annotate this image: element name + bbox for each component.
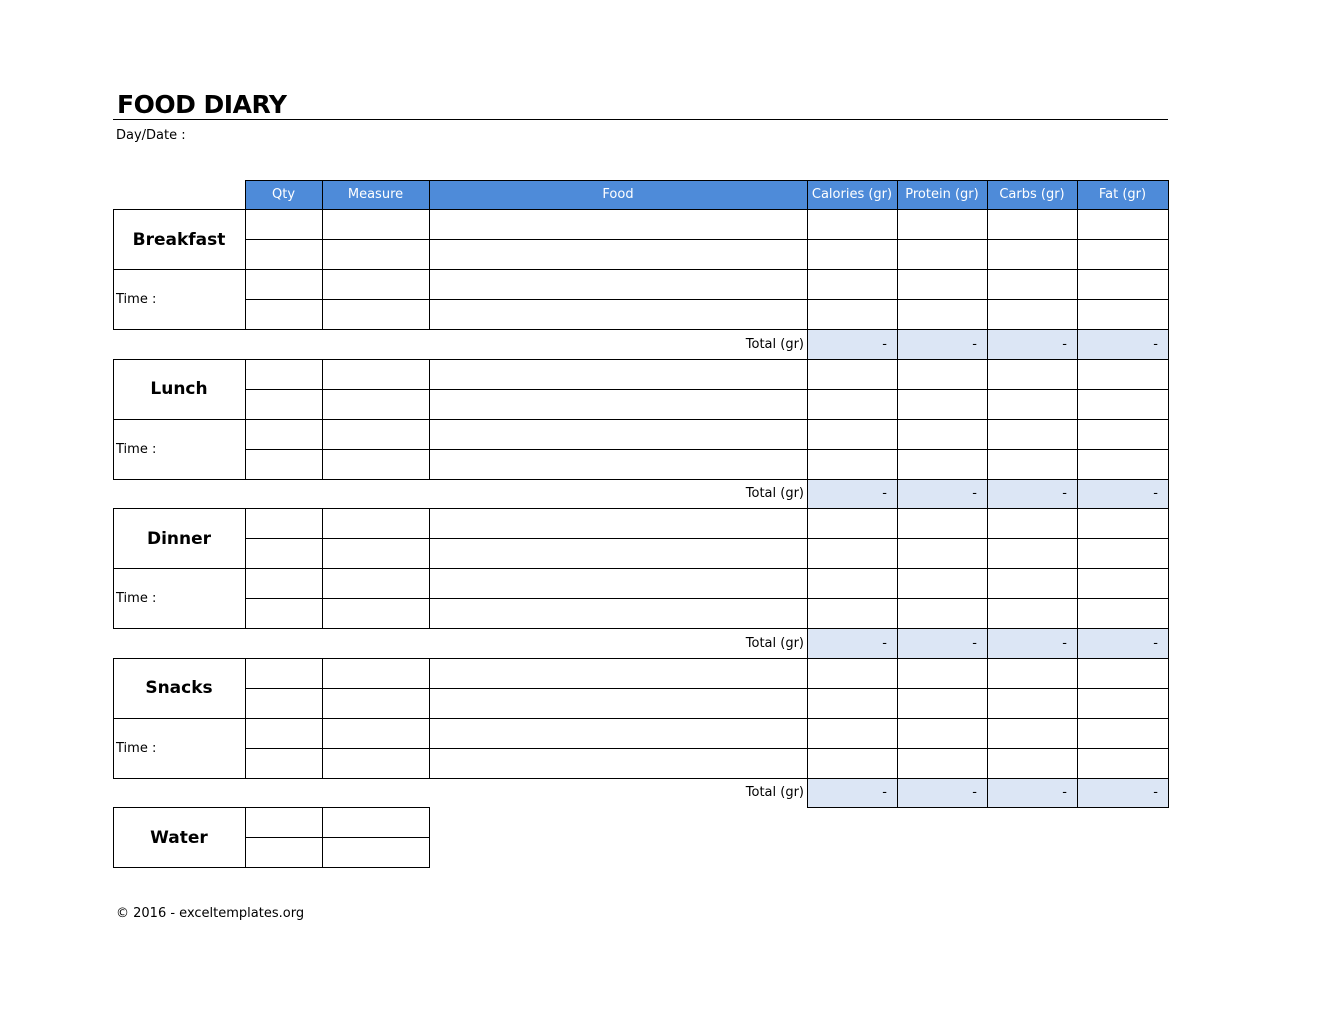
grid-line	[1168, 359, 1169, 479]
grid-line	[113, 568, 1169, 569]
grid-line	[245, 449, 1169, 450]
total-value-breakfast-fat: -	[1077, 330, 1168, 360]
grid-line	[245, 748, 1169, 749]
entry-cell-dinner-fat[interactable]	[1077, 569, 1168, 599]
grid-line	[1077, 330, 1078, 360]
grid-line	[1168, 658, 1169, 778]
grid-line	[807, 807, 1169, 808]
grid-line	[113, 209, 1169, 210]
entry-cell-lunch-protein[interactable]	[897, 419, 987, 449]
grid-line	[897, 210, 898, 330]
entry-cell-snacks-measure[interactable]	[322, 748, 429, 778]
grid-line	[807, 479, 808, 509]
grid-line	[1168, 479, 1169, 509]
grid-line	[245, 538, 1169, 539]
grid-line	[113, 867, 430, 868]
entry-cell-dinner-qty[interactable]	[245, 539, 322, 569]
grid-line	[113, 359, 114, 479]
entry-cell-snacks-qty[interactable]	[245, 688, 322, 718]
entry-cell-breakfast-food[interactable]	[429, 270, 807, 300]
entry-cell-lunch-protein[interactable]	[897, 449, 987, 479]
entry-cell-dinner-carbs[interactable]	[987, 539, 1077, 569]
grid-line	[322, 658, 323, 778]
entry-cell-snacks-carbs[interactable]	[987, 748, 1077, 778]
entry-cell-dinner-calories[interactable]	[807, 539, 897, 569]
grid-line	[113, 658, 114, 778]
time-label-lunch: Time :	[116, 441, 157, 457]
grid-line	[897, 180, 898, 210]
grid-line	[322, 359, 323, 479]
grid-line	[1168, 629, 1169, 659]
column-header-carbs: Carbs (gr)	[987, 180, 1077, 210]
grid-line	[897, 359, 898, 479]
entry-cell-breakfast-measure[interactable]	[322, 240, 429, 270]
total-label-lunch: Total (gr)	[745, 486, 804, 502]
entry-cell-lunch-protein[interactable]	[897, 359, 987, 389]
meal-label-lunch: Lunch	[150, 379, 208, 400]
entry-cell-snacks-fat[interactable]	[1077, 688, 1168, 718]
total-value-snacks-protein: -	[897, 778, 987, 808]
entry-cell-breakfast-calories[interactable]	[807, 300, 897, 330]
grid-line	[113, 658, 1169, 659]
entry-cell-water-measure[interactable]	[322, 838, 429, 868]
grid-line	[987, 509, 988, 629]
grid-line	[897, 479, 898, 509]
grid-line	[897, 778, 898, 808]
total-value-lunch-protein: -	[897, 479, 987, 509]
grid-line	[987, 359, 988, 479]
entry-cell-lunch-measure[interactable]	[322, 359, 429, 389]
entry-cell-lunch-measure[interactable]	[322, 449, 429, 479]
entry-cell-lunch-measure[interactable]	[322, 389, 429, 419]
grid-line	[322, 180, 323, 210]
total-value-lunch-carbs: -	[987, 479, 1077, 509]
meal-label-water: Water	[150, 827, 208, 848]
grid-line	[897, 330, 898, 360]
total-value-snacks-fat: -	[1077, 778, 1168, 808]
entry-cell-snacks-qty[interactable]	[245, 658, 322, 688]
entry-cell-lunch-food[interactable]	[429, 389, 807, 419]
entry-cell-breakfast-carbs[interactable]	[987, 300, 1077, 330]
grid-line	[987, 180, 988, 210]
entry-cell-dinner-protein[interactable]	[897, 509, 987, 539]
entry-cell-breakfast-protein[interactable]	[897, 270, 987, 300]
total-value-breakfast-protein: -	[897, 330, 987, 360]
entry-cell-breakfast-protein[interactable]	[897, 300, 987, 330]
entry-cell-dinner-measure[interactable]	[322, 599, 429, 629]
total-label-dinner: Total (gr)	[745, 635, 804, 651]
grid-line	[1168, 180, 1169, 210]
entry-cell-snacks-food[interactable]	[429, 718, 807, 748]
entry-cell-snacks-calories[interactable]	[807, 718, 897, 748]
grid-line	[113, 210, 114, 330]
grid-line	[322, 808, 323, 868]
meal-label-dinner: Dinner	[146, 528, 212, 549]
entry-cell-snacks-food[interactable]	[429, 748, 807, 778]
entry-cell-dinner-qty[interactable]	[245, 509, 322, 539]
entry-cell-breakfast-qty[interactable]	[245, 270, 322, 300]
column-header-food: Food	[429, 180, 807, 210]
entry-cell-breakfast-carbs[interactable]	[987, 240, 1077, 270]
entry-cell-lunch-qty[interactable]	[245, 449, 322, 479]
entry-cell-snacks-fat[interactable]	[1077, 658, 1168, 688]
entry-cell-lunch-carbs[interactable]	[987, 419, 1077, 449]
grid-line	[245, 180, 1169, 181]
copyright-footer: © 2016 - exceltemplates.org	[116, 906, 305, 921]
entry-cell-lunch-food[interactable]	[429, 359, 807, 389]
entry-cell-lunch-fat[interactable]	[1077, 359, 1168, 389]
column-header-qty: Qty	[245, 180, 322, 210]
entry-cell-snacks-food[interactable]	[429, 688, 807, 718]
grid-line	[807, 778, 808, 808]
grid-line	[1077, 359, 1078, 479]
entry-cell-breakfast-fat[interactable]	[1077, 210, 1168, 240]
entry-cell-snacks-qty[interactable]	[245, 748, 322, 778]
entry-cell-snacks-protein[interactable]	[897, 718, 987, 748]
entry-cell-dinner-qty[interactable]	[245, 569, 322, 599]
grid-line	[113, 628, 1169, 629]
grid-line	[987, 658, 988, 778]
entry-cell-dinner-calories[interactable]	[807, 509, 897, 539]
grid-line	[429, 658, 430, 778]
time-label-breakfast: Time :	[116, 292, 157, 308]
grid-line	[429, 180, 430, 210]
column-header-fat: Fat (gr)	[1077, 180, 1168, 210]
entry-cell-lunch-carbs[interactable]	[987, 449, 1077, 479]
entry-cell-lunch-measure[interactable]	[322, 419, 429, 449]
grid-line	[113, 479, 1169, 480]
total-value-snacks-calories: -	[807, 778, 897, 808]
entry-cell-breakfast-calories[interactable]	[807, 240, 897, 270]
entry-cell-water-measure[interactable]	[322, 808, 429, 838]
grid-line	[113, 269, 1169, 270]
entry-cell-lunch-carbs[interactable]	[987, 389, 1077, 419]
entry-cell-snacks-carbs[interactable]	[987, 658, 1077, 688]
grid-line	[1077, 210, 1078, 330]
entry-cell-dinner-food[interactable]	[429, 599, 807, 629]
column-header-measure: Measure	[322, 180, 429, 210]
entry-cell-snacks-measure[interactable]	[322, 718, 429, 748]
entry-cell-dinner-fat[interactable]	[1077, 509, 1168, 539]
total-label-snacks: Total (gr)	[745, 785, 804, 801]
grid-line	[245, 509, 246, 629]
grid-line	[113, 359, 1169, 360]
grid-line	[245, 180, 246, 210]
entry-cell-breakfast-protein[interactable]	[897, 210, 987, 240]
entry-cell-snacks-carbs[interactable]	[987, 688, 1077, 718]
grid-line	[807, 629, 808, 659]
entry-cell-snacks-protein[interactable]	[897, 688, 987, 718]
grid-line	[807, 509, 808, 629]
grid-line	[987, 778, 988, 808]
grid-line	[987, 479, 988, 509]
grid-line	[807, 180, 808, 210]
grid-line	[245, 837, 430, 838]
entry-cell-dinner-fat[interactable]	[1077, 539, 1168, 569]
entry-cell-breakfast-food[interactable]	[429, 240, 807, 270]
grid-line	[987, 629, 988, 659]
entry-cell-dinner-measure[interactable]	[322, 569, 429, 599]
entry-cell-water-qty[interactable]	[245, 808, 322, 838]
entry-cell-lunch-qty[interactable]	[245, 359, 322, 389]
grid-line	[1168, 778, 1169, 808]
entry-cell-dinner-carbs[interactable]	[987, 509, 1077, 539]
entry-cell-breakfast-qty[interactable]	[245, 210, 322, 240]
entry-cell-dinner-fat[interactable]	[1077, 599, 1168, 629]
grid-line	[245, 688, 1169, 689]
entry-cell-snacks-protein[interactable]	[897, 658, 987, 688]
entry-cell-breakfast-carbs[interactable]	[987, 210, 1077, 240]
grid-line	[245, 389, 1169, 390]
grid-line	[807, 359, 808, 479]
entry-cell-breakfast-fat[interactable]	[1077, 300, 1168, 330]
entry-cell-lunch-calories[interactable]	[807, 389, 897, 419]
grid-line	[245, 299, 1169, 300]
entry-cell-snacks-fat[interactable]	[1077, 718, 1168, 748]
entry-cell-dinner-protein[interactable]	[897, 599, 987, 629]
entry-cell-snacks-carbs[interactable]	[987, 718, 1077, 748]
entry-cell-snacks-fat[interactable]	[1077, 748, 1168, 778]
grid-line	[897, 629, 898, 659]
grid-line	[245, 808, 246, 868]
entry-cell-snacks-calories[interactable]	[807, 658, 897, 688]
entry-cell-lunch-qty[interactable]	[245, 389, 322, 419]
entry-cell-breakfast-protein[interactable]	[897, 240, 987, 270]
grid-line	[113, 419, 1169, 420]
total-value-lunch-calories: -	[807, 479, 897, 509]
entry-cell-dinner-food[interactable]	[429, 509, 807, 539]
entry-cell-dinner-protein[interactable]	[897, 569, 987, 599]
meal-label-snacks: Snacks	[145, 678, 213, 699]
grid-line	[987, 330, 988, 360]
time-label-dinner: Time :	[116, 591, 157, 607]
grid-line	[429, 808, 430, 868]
grid-line	[113, 808, 114, 868]
grid-line	[1077, 778, 1078, 808]
total-value-breakfast-calories: -	[807, 330, 897, 360]
grid-line	[897, 658, 898, 778]
entry-cell-breakfast-food[interactable]	[429, 300, 807, 330]
entry-cell-breakfast-fat[interactable]	[1077, 240, 1168, 270]
grid-line	[897, 509, 898, 629]
grid-line	[807, 210, 808, 330]
grid-line	[245, 210, 246, 330]
entry-cell-breakfast-measure[interactable]	[322, 270, 429, 300]
entry-cell-dinner-measure[interactable]	[322, 509, 429, 539]
grid-line	[1077, 180, 1078, 210]
column-header-protein: Protein (gr)	[897, 180, 987, 210]
grid-line	[113, 329, 1169, 330]
entry-cell-snacks-protein[interactable]	[897, 748, 987, 778]
grid-line	[113, 807, 430, 808]
grid-line	[245, 239, 1169, 240]
grid-line	[1077, 509, 1078, 629]
entry-cell-dinner-food[interactable]	[429, 569, 807, 599]
grid-line	[1168, 509, 1169, 629]
grid-line	[322, 509, 323, 629]
total-label-breakfast: Total (gr)	[745, 336, 804, 352]
entry-cell-lunch-protein[interactable]	[897, 389, 987, 419]
grid-line	[1168, 330, 1169, 360]
entry-cell-breakfast-measure[interactable]	[322, 210, 429, 240]
entry-cell-lunch-fat[interactable]	[1077, 419, 1168, 449]
entry-cell-dinner-protein[interactable]	[897, 539, 987, 569]
grid-line	[807, 658, 808, 778]
grid-line	[429, 210, 430, 330]
entry-cell-breakfast-qty[interactable]	[245, 300, 322, 330]
entry-cell-dinner-food[interactable]	[429, 539, 807, 569]
entry-cell-dinner-measure[interactable]	[322, 539, 429, 569]
entry-cell-dinner-calories[interactable]	[807, 599, 897, 629]
entry-cell-snacks-food[interactable]	[429, 658, 807, 688]
grid-line	[1077, 479, 1078, 509]
entry-cell-snacks-measure[interactable]	[322, 658, 429, 688]
total-value-dinner-carbs: -	[987, 629, 1077, 659]
grid-line	[807, 330, 808, 360]
entry-cell-breakfast-food[interactable]	[429, 210, 807, 240]
grid-line	[322, 210, 323, 330]
page-title: FOOD DIARY	[117, 90, 287, 119]
entry-cell-dinner-calories[interactable]	[807, 569, 897, 599]
total-value-dinner-fat: -	[1077, 629, 1168, 659]
total-value-dinner-calories: -	[807, 629, 897, 659]
entry-cell-snacks-calories[interactable]	[807, 748, 897, 778]
entry-cell-snacks-measure[interactable]	[322, 688, 429, 718]
entry-cell-snacks-calories[interactable]	[807, 688, 897, 718]
entry-cell-dinner-carbs[interactable]	[987, 569, 1077, 599]
entry-cell-snacks-qty[interactable]	[245, 718, 322, 748]
day-date-label: Day/Date :	[116, 128, 186, 143]
entry-cell-lunch-calories[interactable]	[807, 419, 897, 449]
grid-line	[987, 210, 988, 330]
total-value-snacks-carbs: -	[987, 778, 1077, 808]
grid-line	[113, 508, 1169, 509]
entry-cell-lunch-calories[interactable]	[807, 359, 897, 389]
column-header-calories: Calories (gr)	[807, 180, 897, 210]
entry-cell-lunch-fat[interactable]	[1077, 449, 1168, 479]
entry-cell-lunch-calories[interactable]	[807, 449, 897, 479]
entry-cell-lunch-fat[interactable]	[1077, 389, 1168, 419]
entry-cell-lunch-food[interactable]	[429, 419, 807, 449]
grid-line	[113, 778, 1169, 779]
entry-cell-breakfast-carbs[interactable]	[987, 270, 1077, 300]
meal-label-breakfast: Breakfast	[132, 229, 226, 250]
grid-line	[113, 718, 1169, 719]
total-value-lunch-fat: -	[1077, 479, 1168, 509]
grid-line	[1077, 658, 1078, 778]
grid-line	[429, 509, 430, 629]
entry-cell-breakfast-calories[interactable]	[807, 270, 897, 300]
entry-cell-lunch-qty[interactable]	[245, 419, 322, 449]
grid-line	[429, 359, 430, 479]
grid-line	[113, 509, 114, 629]
entry-cell-dinner-carbs[interactable]	[987, 599, 1077, 629]
grid-line	[245, 598, 1169, 599]
grid-line	[1168, 210, 1169, 330]
total-value-breakfast-carbs: -	[987, 330, 1077, 360]
entry-cell-lunch-food[interactable]	[429, 449, 807, 479]
entry-cell-breakfast-measure[interactable]	[322, 300, 429, 330]
total-value-dinner-protein: -	[897, 629, 987, 659]
grid-line	[245, 359, 246, 479]
entry-cell-breakfast-fat[interactable]	[1077, 270, 1168, 300]
grid-line	[245, 658, 246, 778]
time-label-snacks: Time :	[116, 740, 157, 756]
grid-line	[1077, 629, 1078, 659]
entry-cell-breakfast-calories[interactable]	[807, 210, 897, 240]
entry-cell-breakfast-qty[interactable]	[245, 240, 322, 270]
entry-cell-lunch-carbs[interactable]	[987, 359, 1077, 389]
entry-cell-dinner-qty[interactable]	[245, 599, 322, 629]
entry-cell-water-qty[interactable]	[245, 838, 322, 868]
